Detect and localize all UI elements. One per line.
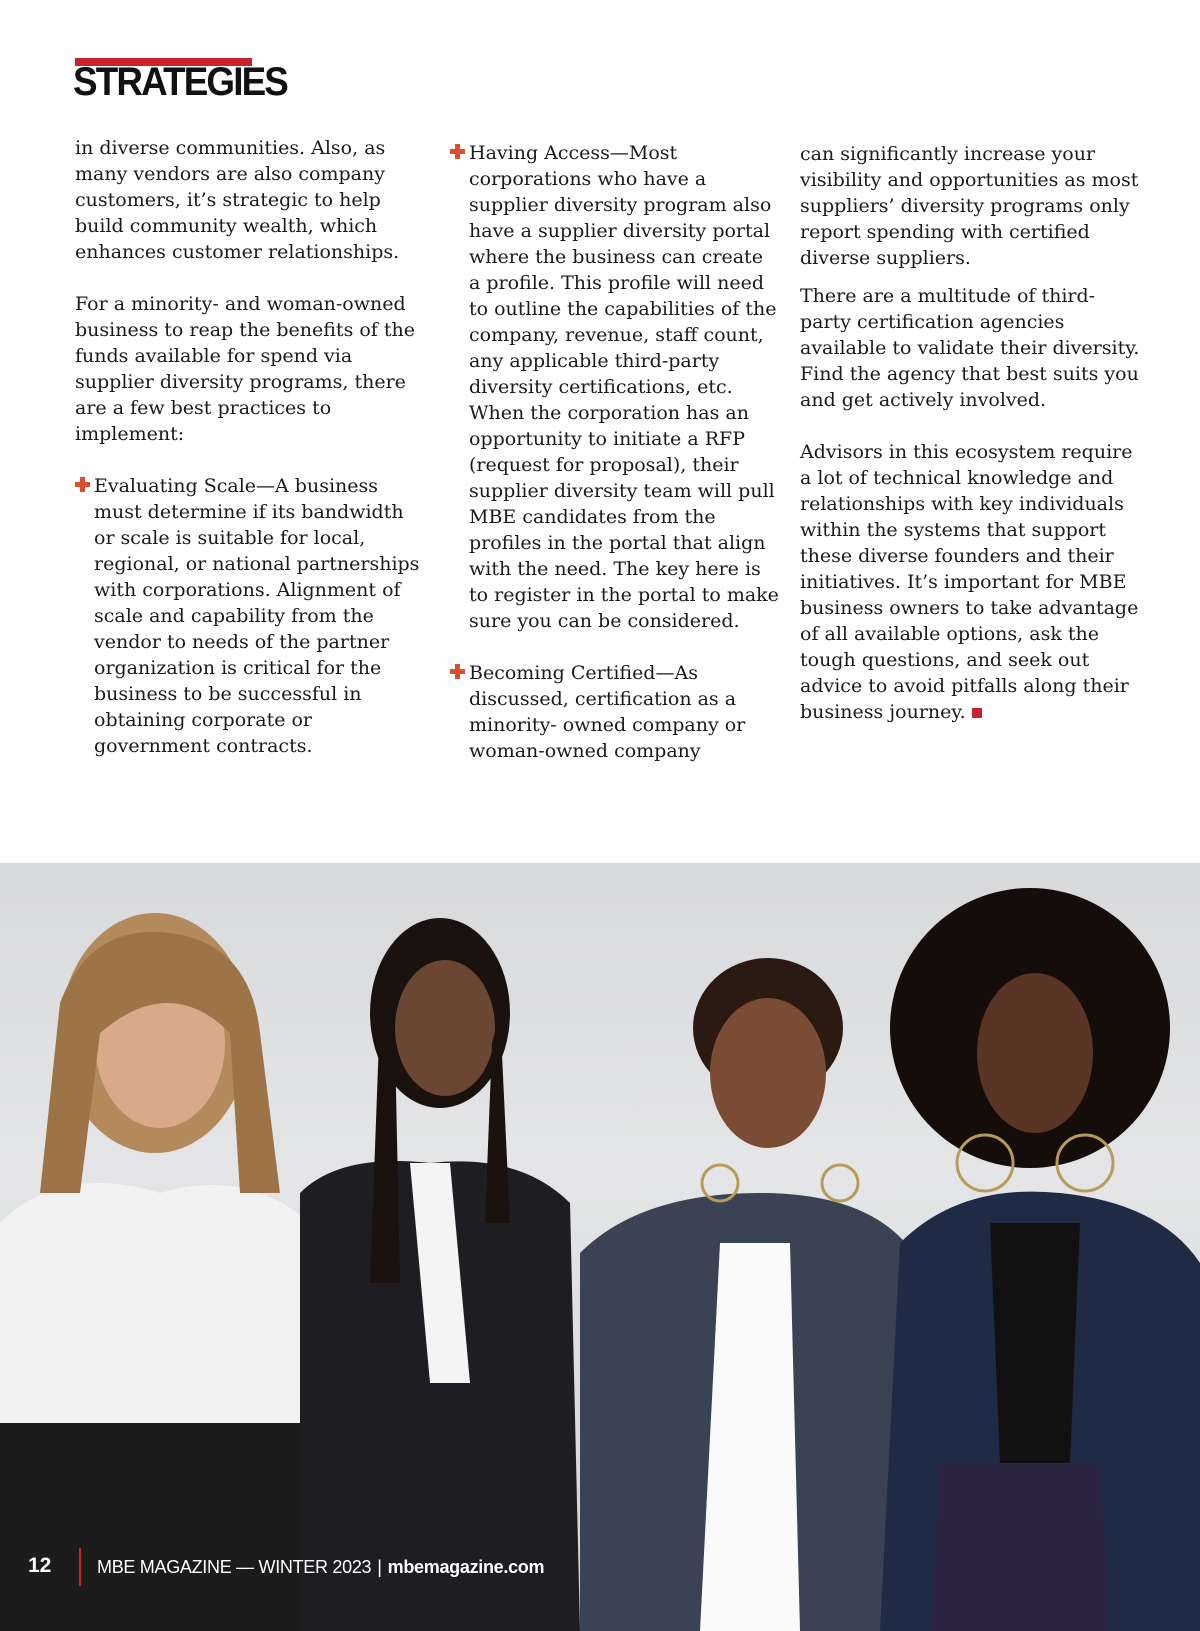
plus-icon [75,477,90,492]
bullet-evaluating-scale [75,473,420,759]
article-column-2 [450,140,780,764]
paragraph: For a minority- and woman-owned business to reap the benefits of the funds available for spend via supplier diversity programs, there are a few best practices to implement: [75,293,415,445]
section-label: STRATEGIES [73,60,288,104]
bullet-having-access [450,140,780,634]
article-column-3 [800,141,1145,725]
paragraph-text: Advisors in this ecosystem require a lot of technical knowledge and relationships with key individuals within the systems that support these diverse founders and their initiatives. It’s important for MBE business owners to take advantage of all available options, ask the tough questions, and seek out advice to avoid pitfalls along their business journey. [800,441,1139,723]
article-column-1 [75,135,420,759]
website-link[interactable]: mbemagazine.com [387,1557,545,1577]
bullet-text: Becoming Certified—As discussed, certification as a minority- owned company or woman-owned company [469,662,746,762]
paragraph: can significantly increase your visibility and opportunities as most suppliers’ diversity programs only report spending with certified diverse suppliers. [800,143,1139,269]
page-number: 12 [28,1554,52,1577]
photo-four-businesswomen [0,863,1200,1631]
page-footer [0,1548,1200,1588]
square-end-mark-icon [972,708,982,718]
paragraph: in diverse communities. Also, as many vendors are also company customers, it’s strategic to help build community wealth, which enhances customer relationships. [75,137,400,263]
footer-publication [97,1557,544,1578]
bullet-text: Evaluating Scale—A business must determine if its bandwidth or scale is suitable for local, regional, or national partnerships with corporations. Alignment of scale and capability from the vendor to needs of the partner organization is critical for the business to be successful in obtaining corporate or government contracts. [94,475,420,757]
magazine-issue: MBE MAGAZINE — WINTER 2023 [97,1557,372,1577]
paragraph-final [800,439,1145,725]
plus-icon [450,144,465,159]
footer-separator: | [377,1557,382,1577]
plus-icon [450,664,465,679]
photo-illustration [0,863,1200,1631]
footer-divider [79,1548,81,1586]
bullet-becoming-certified [450,660,780,764]
bullet-text: Having Access—Most corporations who have a supplier diversity program also have a supplier diversity portal where the business can create a profile. This profile will need to outline the capabilities of the company, revenue, staff count, any applicable third-party diversity certifications, etc. When the corporation has an opportunity to initiate a RFP (request for proposal), their supplier diversity team will pull MBE candidates from the profiles in the portal that align with the need. The key here is to register in the portal to make sure you can be considered. [469,142,779,632]
paragraph: There are a multitude of third-party certification agencies available to validate their diversity. Find the agency that best suits you and get actively involved. [800,285,1140,411]
